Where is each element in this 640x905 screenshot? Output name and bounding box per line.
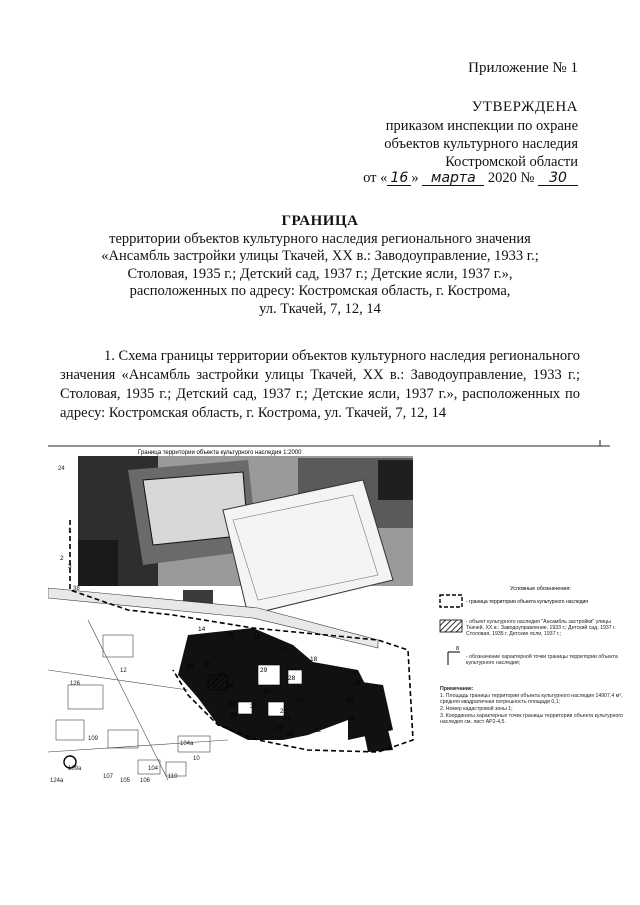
pt-22: 22 <box>314 727 322 734</box>
pt-21: 21 <box>348 715 356 722</box>
date-month: марта <box>422 171 484 186</box>
legend-boundary-text: - граница территории объекта культурного наследия <box>466 599 589 605</box>
pt-30: 30 <box>263 688 271 695</box>
bld-38: 38 <box>73 586 80 592</box>
date-year: 2020 № <box>487 170 535 186</box>
pt-37: 37 <box>212 679 220 686</box>
bld-124a: 124а <box>50 778 64 784</box>
pt-29: 29 <box>260 667 268 674</box>
legend-point-text: - обозначение характерной точки границы территории объекта культурного наследия; <box>466 654 618 667</box>
bld-10: 10 <box>193 756 200 762</box>
bld-12: 12 <box>120 668 127 674</box>
pt-3: 3 <box>68 563 72 570</box>
legend-point-number: 8 <box>456 646 460 652</box>
title-line-2: «Ансамбль застройки улицы Ткачей, XX в.: Заводоуправление, 1933 г.; <box>101 248 539 264</box>
pt-18: 18 <box>310 656 318 663</box>
bld-104: 104 <box>148 766 159 772</box>
bld-105: 105 <box>120 778 131 784</box>
bld-109: 109 <box>88 736 99 742</box>
boundary-map <box>48 440 628 785</box>
title-line-4: расположенных по адресу: Костромская область, г. Кострома, <box>129 283 511 299</box>
bld-109a: 109а <box>68 766 82 772</box>
pt-19: 19 <box>353 680 361 687</box>
pt-32: 32 <box>230 712 238 719</box>
pt-14: 14 <box>198 626 206 633</box>
pt-34: 34 <box>226 683 234 690</box>
note-3: 3. Координаты характерных точек границы территории объекта культурного наследия см. лист АР2-4,5. <box>440 713 623 726</box>
note-2: 2. Номер кадастровой зоны 1; <box>440 706 513 712</box>
doc-title: ГРАНИЦА <box>281 213 359 229</box>
date-number: 30 <box>538 171 578 186</box>
approval-line-2: объектов культурного наследия <box>384 136 578 152</box>
legend-object-swatch <box>440 620 462 632</box>
bld-107: 107 <box>103 774 114 780</box>
legend-boundary-swatch <box>440 595 462 607</box>
appendix-label: Приложение № 1 <box>468 60 578 76</box>
notes-title: Примечание: <box>440 686 474 692</box>
pt-24: 24 <box>283 715 291 722</box>
legend-title: Условные обозначения: <box>510 586 571 592</box>
title-line-3: Столовая, 1935 г.; Детский сад, 1937 г.; Детские ясли, 1937 г.», <box>127 266 513 282</box>
approved-label: УТВЕРЖДЕНА <box>471 99 578 115</box>
legend-object-text: - объект культурного наследия "Ансамбль застройки" улицы Ткачей, XX в.: Заводоуправление, 1933 г.; Детский сад, 1937 г. Столовая, 1935 г. Детские ясли, 1937 г.; <box>466 619 616 638</box>
pt-28: 28 <box>288 675 296 682</box>
pt-2: 2 <box>60 555 64 562</box>
pt-27: 27 <box>296 698 304 705</box>
bld-106: 106 <box>140 778 151 784</box>
bld-104a: 104а <box>180 741 194 747</box>
pt-17: 17 <box>280 647 288 654</box>
map-title: Граница территории объекта культурного наследия 1:2000 <box>138 450 302 456</box>
approval-line-3: Костромской области <box>445 154 578 170</box>
pt-23: 23 <box>286 731 294 738</box>
title-line-5: ул. Ткачей, 7, 12, 14 <box>259 301 381 317</box>
pt-31: 31 <box>250 703 258 710</box>
pt-33: 33 <box>228 701 236 708</box>
section-1-text: 1. Схема границы территории объектов культурного наследия регионального значения «Ансамбль застройки улицы Ткачей, XX в.: Заводоуправление, 1933 г.; Столовая, 1935 г.; Детский сад, 1937 г.; Детские ясли, 1937 г.», расположенных по адресу: Костромская область, г. Кострома, ул. Ткачей, 7, 12, 14 <box>60 348 580 421</box>
pt-1: 1 <box>68 527 72 534</box>
date-prefix: от « <box>363 170 388 186</box>
bld-110: 110 <box>168 774 178 780</box>
date-quote: » <box>411 170 419 186</box>
bld-126: 126 <box>70 681 81 687</box>
title-line-1: территории объектов культурного наследия регионального значения <box>109 231 531 247</box>
pt-36: 36 <box>203 661 211 668</box>
date-day: 16 <box>387 171 411 186</box>
pt-35: 35 <box>218 671 226 678</box>
pt-15: 15 <box>226 632 234 639</box>
pt-20: 20 <box>346 697 354 704</box>
pt-25: 25 <box>276 725 284 732</box>
pt-16: 16 <box>253 634 261 641</box>
approval-line-1: приказом инспекции по охране <box>385 118 578 134</box>
pt-38: 38 <box>186 663 194 670</box>
bld-24: 24 <box>58 466 65 472</box>
note-1: 1. Площадь границы территории объекта культурного наследия 14907,4 м², средняя квадратичная погрешность площади 0,1; <box>440 693 623 706</box>
pt-26: 26 <box>280 708 288 715</box>
approval-date-line <box>363 170 578 187</box>
